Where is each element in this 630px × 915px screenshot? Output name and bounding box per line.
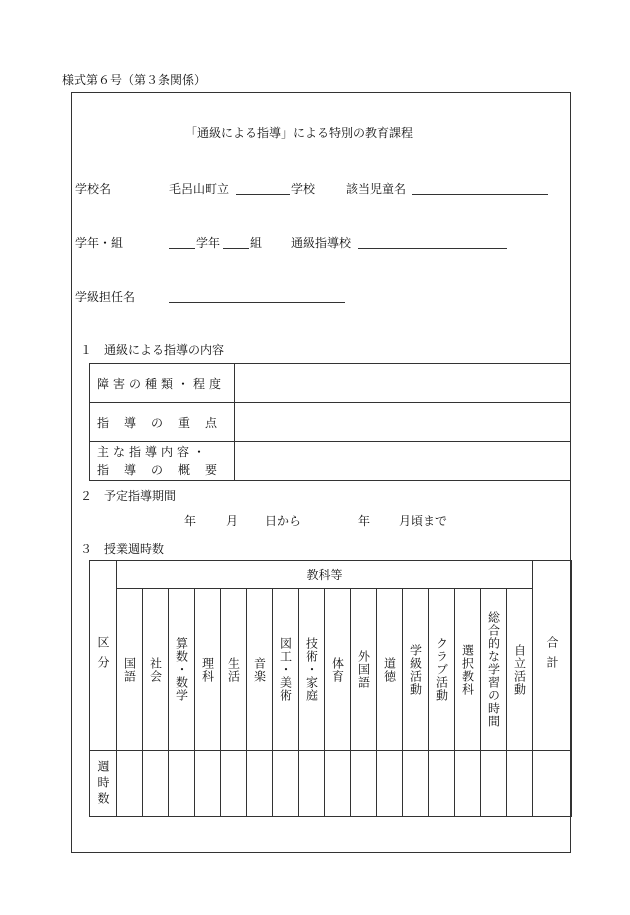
subject-header: 図工・美術	[273, 589, 299, 751]
subject-header: 生活	[221, 589, 247, 751]
hours-cell[interactable]	[247, 751, 273, 817]
table-row	[90, 364, 571, 403]
subject-header: 音楽	[247, 589, 273, 751]
table-row	[90, 561, 572, 589]
student-label: 該当児童名	[346, 182, 407, 196]
school-name-field[interactable]	[236, 194, 290, 195]
disability-cell[interactable]	[235, 364, 571, 403]
total-cell[interactable]	[533, 751, 572, 817]
weekly-label: 週時数	[90, 751, 117, 817]
subjects-header: 教科等	[117, 561, 533, 589]
hours-cell[interactable]	[143, 751, 169, 817]
hours-cell[interactable]	[377, 751, 403, 817]
subject-header: 算数・数学	[169, 589, 195, 751]
hours-cell[interactable]	[429, 751, 455, 817]
hours-cell[interactable]	[455, 751, 481, 817]
content-label-line2: 指導の概要	[97, 463, 233, 477]
student-name-field[interactable]	[412, 194, 548, 195]
tsukyu-school-field[interactable]	[358, 248, 507, 249]
hours-cell[interactable]	[299, 751, 325, 817]
subject-header: クラブ活動	[429, 589, 455, 751]
form-title: 「通級による指導」による特別の教育課程	[185, 126, 414, 140]
subject-header: 外国語	[351, 589, 377, 751]
hours-cell[interactable]	[221, 751, 247, 817]
section3-heading: ３ 授業週時数	[80, 542, 165, 556]
kubun-header: 区分	[90, 561, 117, 751]
subject-header: 国語	[117, 589, 143, 751]
hours-cell[interactable]	[117, 751, 143, 817]
grade-unit: 学年	[196, 236, 221, 250]
content-table	[89, 363, 571, 481]
from-day: 日から	[265, 514, 302, 528]
subject-header: 学級活動	[403, 589, 429, 751]
school-label: 学校名	[75, 182, 112, 196]
school-prefix: 毛呂山町立	[169, 182, 230, 196]
teacher-name-field[interactable]	[169, 302, 345, 303]
hours-cell[interactable]	[169, 751, 195, 817]
section1-heading: １ 通級による指導の内容	[80, 343, 225, 357]
content-cell[interactable]	[235, 442, 571, 481]
school-suffix: 学校	[291, 182, 316, 196]
hours-cell[interactable]	[325, 751, 351, 817]
total-header: 合計	[533, 561, 572, 751]
subject-header: 道徳	[377, 589, 403, 751]
subject-header: 社会	[143, 589, 169, 751]
focus-label: 指導の重点	[90, 403, 235, 442]
disability-label: 障害の種類・程度	[90, 364, 235, 403]
table-row	[90, 589, 572, 751]
focus-cell[interactable]	[235, 403, 571, 442]
content-label	[90, 442, 235, 481]
class-field[interactable]	[223, 248, 249, 249]
subject-header: 体育	[325, 589, 351, 751]
tsukyu-school-label: 通級指導校	[291, 236, 352, 250]
hours-cell[interactable]	[507, 751, 533, 817]
to-month: 月頃まで	[399, 514, 448, 528]
from-month: 月	[226, 514, 239, 528]
table-row	[90, 751, 572, 817]
hours-cell[interactable]	[481, 751, 507, 817]
hours-cell[interactable]	[195, 751, 221, 817]
table-row	[90, 442, 571, 481]
hours-cell[interactable]	[403, 751, 429, 817]
subject-header: 理科	[195, 589, 221, 751]
hours-table	[89, 560, 572, 817]
grade-field[interactable]	[169, 248, 195, 249]
table-row	[90, 403, 571, 442]
grade-label: 学年・組	[75, 236, 124, 250]
section2-heading: ２ 予定指導期間	[80, 489, 177, 503]
subject-header: 総合的な学習の時間	[481, 589, 507, 751]
hours-cell[interactable]	[273, 751, 299, 817]
class-unit: 組	[250, 236, 263, 250]
subject-header: 自立活動	[507, 589, 533, 751]
subject-header: 技術・家庭	[299, 589, 325, 751]
hours-cell[interactable]	[351, 751, 377, 817]
form-number: 様式第６号（第３条関係）	[62, 73, 207, 87]
teacher-label: 学級担任名	[75, 290, 136, 304]
to-year: 年	[358, 514, 371, 528]
from-year: 年	[184, 514, 197, 528]
subject-header: 選択教科	[455, 589, 481, 751]
content-label-line1: 主な指導内容・	[97, 445, 210, 459]
